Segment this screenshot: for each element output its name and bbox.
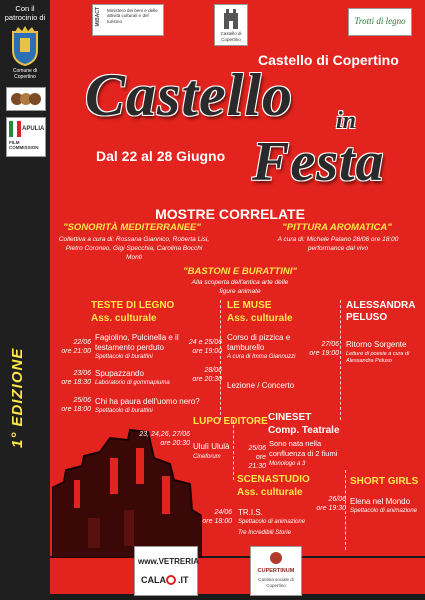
teste-event-2-title: Spupazzando	[95, 369, 144, 378]
teste-event-1-when: 22/06 ore 21:00	[61, 339, 91, 355]
lupo-when: 23, 24,26, 27/06 ore 20:30	[139, 431, 190, 447]
sonorita-desc: Collettiva a cura di: Rossana Giannico, Roberta Lisi, Pietro Coroneo, Gigi Specchia, Carolina Bocchi Monti	[58, 236, 210, 261]
film-commission-text: FILM COMMISSION	[9, 140, 39, 150]
scenastudio-note: Spettacolo di animazione	[238, 519, 306, 525]
short-title: Elena nel Mondo	[350, 497, 411, 506]
teste-logo	[6, 87, 46, 111]
comune-label: Comune di Copertino	[12, 68, 38, 80]
castle-icon	[223, 7, 239, 29]
flag-icon	[9, 121, 21, 137]
cineset-title: Sono nata nella confluenza di 2 fiumi	[269, 439, 338, 458]
scenastudio-name: SCENASTUDIO	[237, 474, 310, 485]
teste-event-3-note: Spettacolo di burattini	[95, 408, 153, 414]
mibact-text: Ministero dei beni e delle attività culturali e del turismo	[107, 8, 158, 24]
cupertinum-sub: Cantina sociale di Copertino	[258, 577, 294, 588]
swirl-icon	[165, 574, 177, 586]
apulia-film-commission-logo	[6, 117, 46, 157]
muse-event-2-when: 28/06 ore 20:30	[192, 367, 222, 383]
muse-sub: Ass. culturale	[227, 313, 293, 324]
teste-sub: Ass. culturale	[91, 313, 157, 324]
bastoni-desc: Alla scoperta dell'antica arte delle figure animate	[191, 279, 289, 295]
scenastudio-title: TR.I.S.	[238, 508, 263, 517]
peluso-event-note: Letture di poesie a cura di Alessandra Peluso	[346, 351, 410, 364]
coat-of-arms-icon	[10, 26, 40, 66]
cineset-name: CINESET	[268, 412, 312, 423]
divider-3	[233, 420, 234, 480]
peluso-event-when: 27/06 ore 19:00	[309, 341, 339, 357]
short-name: SHORT GIRLS	[350, 476, 419, 487]
cupertinum-text: CUPERTINUM	[257, 568, 295, 574]
apulia-text: APULIA	[22, 126, 45, 132]
venue-label: Castello di Copertino	[258, 52, 399, 68]
muse-name: LE MUSE	[227, 300, 272, 311]
mibact-logo	[92, 4, 164, 36]
title-castello: Castello	[85, 62, 294, 128]
lupo-note: Cineforum	[193, 454, 221, 460]
divider-2	[340, 300, 341, 420]
castle-logo	[214, 4, 248, 46]
cineset-note: Monologo a 3	[269, 461, 306, 467]
vetreria-text: www.VETRERIA	[138, 557, 200, 566]
teste-event-3-title: Chi ha paura dell'uomo nero?	[95, 397, 200, 406]
peluso-name: ALESSANDRA PELUSO	[346, 300, 416, 323]
sponsor-logo	[348, 8, 412, 36]
cineset-when: 25/06 ore 21:30	[248, 445, 266, 470]
short-note: Spettacolo di animazione	[350, 508, 418, 514]
muse-event-1-note: A cura di Imma Giannuzzi	[227, 354, 296, 360]
title-in: in	[336, 108, 357, 134]
divider-1	[220, 300, 221, 420]
lupo-name: LUPO EDITORE	[193, 416, 268, 427]
vetreria-logo	[134, 546, 198, 596]
muse-event-1-when: 24 e 25/06 ore 19:00	[188, 339, 222, 355]
muse-event-2-title: Lezione / Concerto	[227, 381, 295, 390]
sonorita-title: "SONORITÀ MEDITERRANEE"	[63, 222, 201, 233]
mostre-heading: MOSTRE CORRELATE	[155, 206, 305, 222]
sponsor-text: Trotti di legno	[354, 16, 406, 26]
dates-label: Dal 22 al 28 Giugno	[96, 148, 226, 164]
short-when: 26/06 ore 19:30	[316, 496, 346, 512]
lupo-title: Ululì Ululà	[193, 442, 230, 451]
teste-event-1-note: Spettacolo di burattini	[95, 354, 153, 360]
castle-logo-text: Castello di Copertino	[220, 31, 242, 42]
left-sidebar	[0, 0, 50, 600]
muse-event-1-title: Corso di pizzica e tamburello	[227, 333, 291, 352]
puppet-logo-icon	[7, 88, 45, 110]
scenastudio-when: 24/06 ore 18:00	[202, 509, 232, 525]
scenastudio-extra: Tre Incredibili Storie	[238, 530, 291, 536]
mibact-abbr: MiBACT	[95, 7, 101, 27]
bottom-stripe	[50, 594, 425, 600]
teste-event-2-when: 23/06 ore 18:30	[61, 370, 91, 386]
bastoni-title: "BASTONI E BURATTINI"	[183, 266, 297, 277]
scenastudio-sub: Ass. culturale	[237, 487, 303, 498]
cineset-sub: Comp. Teatrale	[268, 425, 340, 436]
patronage-label: Con il patrocinio di	[4, 4, 46, 22]
cupertinum-logo	[250, 546, 302, 596]
teste-event-1-title: Fagiolino, Pulcinella e il testamento perduto	[95, 333, 179, 352]
title-festa: Festa	[252, 131, 385, 193]
teste-event-2-note: Laboratorio di gommapiuma	[95, 380, 170, 386]
edition-label: 1° EDIZIONE	[9, 347, 26, 448]
teste-name: TESTE DI LEGNO	[91, 300, 175, 311]
pittura-title: "PITTURA AROMATICA"	[282, 222, 392, 233]
teste-event-3-when: 25/06 ore 18:00	[61, 397, 91, 413]
calasso-text: CALA	[141, 575, 166, 585]
grape-icon	[268, 550, 284, 566]
calasso-it-text: .IT	[178, 575, 189, 585]
pittura-desc: A cura di: Michele Palano 28/06 ore 18:00 performance dal vivo	[277, 236, 399, 252]
peluso-event-title: Ritorno Sorgente	[346, 340, 407, 349]
